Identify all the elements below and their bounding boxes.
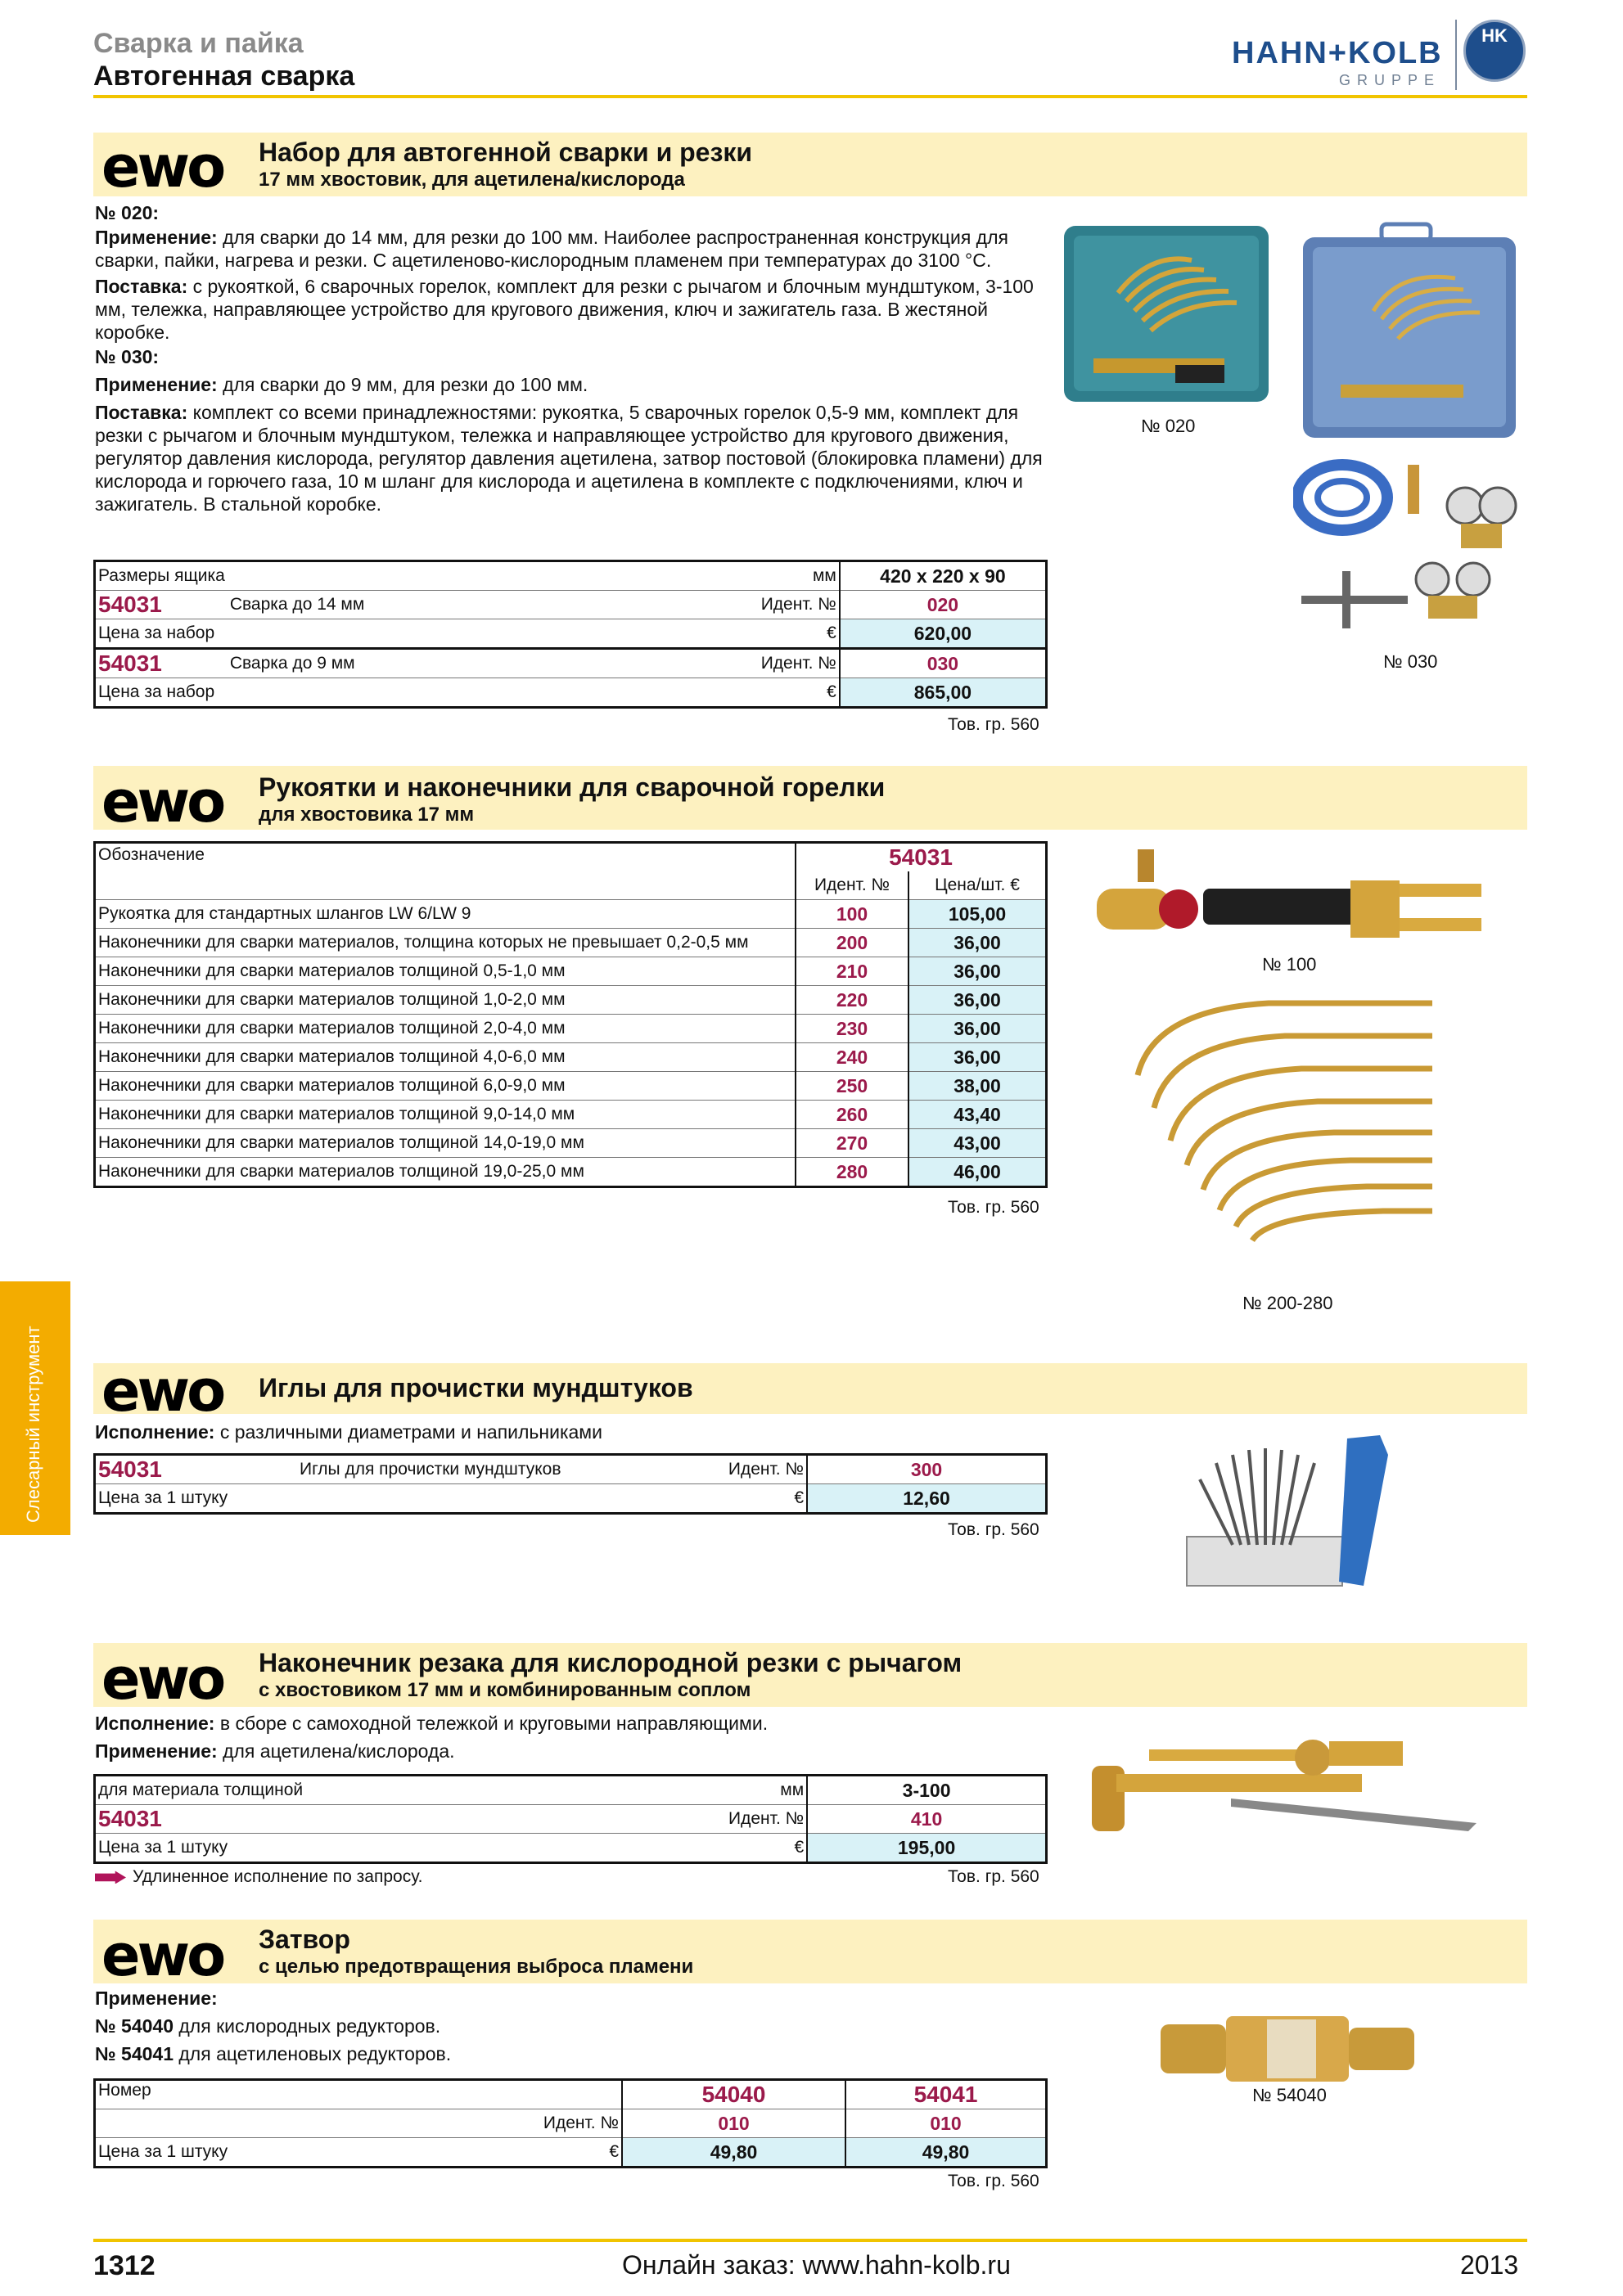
ewo-logo: ewo [101, 1645, 223, 1713]
price-cell: 36,00 [908, 929, 1047, 957]
section-title: Наконечник резака для кислородной резки с рычагом [259, 1648, 963, 1677]
logo-divider [1455, 20, 1457, 90]
section-banner [93, 1357, 1527, 1425]
ident-number: 250 [796, 1072, 908, 1101]
table-row [95, 1072, 1047, 1101]
section-description: № 020: Применение: для сварки до 14 мм, для резки до 100 мм. Наиболее распространенная конструкция для сварки, пайки, нагрева и резки. С ацетиленово-кислородным пламенем при температурах до 3100 °С. Поставка: с рукояткой, 6 сварочных горелок, комплект для резки с рычагом и блочным мундштуком, 3-100 мм, тележка, направляющее устройство для кругового движения, ключ и зажигатель газа. В жестяной коробке. № 030: Применение: для сварки до 9 мм, для резки до 100 мм. Поставка: комплект со всеми принадлежностями: рукоятка, 5 сварочных горелок 0,5-9 мм, комплект для резки с рычагом и блочным мундштуком, тележка и направляющее устройство для кругового движения, регулятор давления кислорода, регулятор давления ацетилена, затвор постовой (блокировка пламени) для кислорода и горючего газа, 10 м шланг для кислорода и ацетилена в комплекте с подключениями, ключ и зажигатель. В стальной коробке. [95, 202, 1043, 515]
row-description: Наконечники для сварки материалов толщиной 2,0-4,0 мм [95, 1015, 796, 1043]
logo-sub: GRUPPE [1339, 72, 1441, 88]
price-cell: 36,00 [908, 1043, 1047, 1072]
row-description: Наконечники для сварки материалов, толщина которых не превышает 0,2-0,5 мм [95, 929, 796, 957]
row-description: Наконечники для сварки материалов толщиной 14,0-19,0 мм [95, 1129, 796, 1158]
section-description: Исполнение: в сборе с самоходной тележкой и круговыми направляющими. Применение: для ацетилена/кислорода. [95, 1713, 769, 1762]
price-cell: 36,00 [908, 986, 1047, 1015]
section-banner [93, 133, 1527, 200]
section-subtitle: с целью предотвращения выброса пламени [259, 1956, 694, 1978]
section-title: Иглы для прочистки мундштуков [259, 1373, 693, 1402]
image-caption: № 100 [1262, 954, 1317, 975]
hahn-kolb-logo: HAHN+KOLB [1232, 36, 1443, 70]
row-description: Рукоятка для стандартных шлангов LW 6/LW 9 [95, 900, 796, 929]
hk-logo-icon: HK [1463, 20, 1526, 82]
product-group: Тов. гр. 560 [948, 715, 1039, 734]
page-number: 1312 [93, 2250, 156, 2281]
category-title: Сварка и пайка [93, 28, 304, 59]
tips-200-280-image [1121, 985, 1457, 1247]
note: Удлиненное исполнение по запросу. [95, 1867, 422, 1887]
price-table: Обозначение 54031 Идент. № Цена/шт. € Рукоятка для стандартных шлангов LW 6/LW 9 100 105,00 Наконечники для сварки материалов, толщина которых не превышает 0,2-0,5 мм 200 36,00 Наконечники для сварки материалов толщиной 0,5-1,0 мм 210 36,00 Наконечники для сварки материалов толщиной 1,0-2,0 мм 220 36,00 Наконечники для сварки материалов толщиной 2,0-4,0 мм 230 36,00 Наконечники для сварки материалов толщиной 4,0-6,0 мм 240 36,00 Наконечники для сварки материалов толщиной 6,0-9,0 мм 250 38,00 Наконечники для сварки материалов толщиной 9,0-14,0 мм 260 43,40 Наконечники для сварки материалов толщиной 14,0-19,0 мм 270 43,00 Наконечники для сварки материалов толщиной 19,0-25,0 мм 280 46,00 [93, 841, 1048, 1188]
online-order-link[interactable]: Онлайн заказ: www.hahn-kolb.ru [622, 2250, 1011, 2280]
catalog-year: 2013 [1460, 2250, 1519, 2280]
toolbox-020-image [1061, 219, 1274, 407]
table-row [95, 1158, 1047, 1187]
row-description: Наконечники для сварки материалов толщиной 9,0-14,0 мм [95, 1101, 796, 1129]
article-number: 54031 [95, 591, 228, 619]
side-tab[interactable]: Слесарный инструмент [0, 1281, 70, 1535]
price-cell: 105,00 [908, 900, 1047, 929]
ident-number: 020 [840, 591, 1047, 619]
price-cell: 12,60 [807, 1484, 1047, 1514]
section-subtitle: для хвостовика 17 мм [259, 804, 475, 826]
ident-number: 260 [796, 1101, 908, 1129]
price-cell: 36,00 [908, 957, 1047, 986]
price-table: Размеры ящика мм 420 x 220 x 90 54031 Сварка до 14 мм Идент. № 020 Цена за набор € 620,00 54031 Сварка до 9 мм Идент. № 030 Цена за набор € 865,00 [93, 560, 1048, 709]
section-banner [93, 1920, 1527, 1989]
article-number: 54040 [622, 2080, 845, 2109]
product-group: Тов. гр. 560 [948, 1520, 1039, 1539]
section-description: Исполнение: с различными диаметрами и напильниками [95, 1421, 602, 1443]
ident-number: 210 [796, 957, 908, 986]
section-banner [93, 1643, 1527, 1713]
product-group: Тов. гр. 560 [948, 1198, 1039, 1217]
price-cell: 38,00 [908, 1072, 1047, 1101]
product-group: Тов. гр. 560 [948, 1867, 1039, 1886]
toolbox-030-image [1300, 221, 1521, 442]
table-row [95, 957, 1047, 986]
article-number: 54031 [796, 843, 1047, 872]
price-cell: 36,00 [908, 1015, 1047, 1043]
price-cell: 620,00 [840, 619, 1047, 649]
section-title: Затвор [259, 1925, 350, 1954]
flashback-arrestor-image [1152, 2008, 1431, 2090]
ident-number: 010 [622, 2109, 845, 2138]
table-row [95, 1015, 1047, 1043]
ewo-logo: ewo [101, 768, 223, 835]
ident-number: 200 [796, 929, 908, 957]
price-cell: 43,00 [908, 1129, 1047, 1158]
article-number: 54041 [845, 2080, 1047, 2109]
table-row [95, 1043, 1047, 1072]
price-cell: 43,40 [908, 1101, 1047, 1129]
table-row [95, 929, 1047, 957]
ident-number: 010 [845, 2109, 1047, 2138]
price-cell: 865,00 [840, 678, 1047, 708]
table-row [95, 900, 1047, 929]
row-description: Наконечники для сварки материалов толщиной 19,0-25,0 мм [95, 1158, 796, 1187]
ewo-logo: ewo [101, 1922, 223, 1989]
ident-number: 270 [796, 1129, 908, 1158]
section-banner [93, 766, 1527, 835]
row-description: Наконечники для сварки материалов толщиной 1,0-2,0 мм [95, 986, 796, 1015]
set-030-image [1293, 457, 1531, 645]
ident-number: 240 [796, 1043, 908, 1072]
article-number: 54031 [98, 651, 162, 676]
row-description: Наконечники для сварки материалов толщиной 0,5-1,0 мм [95, 957, 796, 986]
image-caption: № 54040 [1252, 2085, 1327, 2105]
image-caption: № 200-280 [1242, 1293, 1333, 1313]
price-table: 54031 Иглы для прочистки мундштуков Идент. № 300 Цена за 1 штуку € 12,60 [93, 1453, 1048, 1515]
ident-number: 030 [840, 649, 1047, 678]
table-row [95, 986, 1047, 1015]
cutting-torch-410-image [1084, 1717, 1493, 1848]
row-description: Наконечники для сварки материалов толщиной 4,0-6,0 мм [95, 1043, 796, 1072]
cleaning-needles-image [1183, 1430, 1404, 1594]
arrow-icon [95, 1871, 126, 1884]
ident-number: 280 [796, 1158, 908, 1187]
footer-rule [93, 2239, 1527, 2242]
product-group: Тов. гр. 560 [948, 2172, 1039, 2190]
price-cell: 49,80 [845, 2138, 1047, 2168]
price-cell: 49,80 [622, 2138, 845, 2168]
price-cell: 46,00 [908, 1158, 1047, 1187]
price-table: для материала толщиной мм 3-100 54031 Идент. № 410 Цена за 1 штуку € 195,00 [93, 1774, 1048, 1864]
table-row [95, 1101, 1047, 1129]
handle-100-image [1089, 848, 1490, 954]
row-description: Наконечники для сварки материалов толщиной 6,0-9,0 мм [95, 1072, 796, 1101]
ident-number: 410 [807, 1805, 1046, 1834]
section-title: Рукоятки и наконечники для сварочной горелки [259, 772, 886, 802]
ident-number: 220 [796, 986, 908, 1015]
ewo-logo: ewo [101, 1357, 223, 1425]
article-number: 54031 [98, 1456, 162, 1482]
image-caption: № 030 [1383, 651, 1438, 672]
ident-number: 300 [807, 1455, 1047, 1484]
price-cell: 195,00 [807, 1834, 1046, 1863]
table-row [95, 1129, 1047, 1158]
ewo-logo: ewo [101, 133, 223, 200]
section-title: Набор для автогенной сварки и резки [259, 137, 753, 167]
ident-number: 100 [796, 900, 908, 929]
image-caption: № 020 [1141, 416, 1196, 436]
section-description: Применение: № 54040 для кислородных редукторов. № 54041 для ацетиленовых редукторов. [95, 1988, 452, 2064]
subcategory-title: Автогенная сварка [93, 61, 355, 92]
ident-number: 230 [796, 1015, 908, 1043]
header-rule [93, 95, 1527, 98]
section-subtitle: 17 мм хвостовик, для ацетилена/кислорода [259, 169, 685, 191]
price-table: Номер 54040 54041 Идент. № 010 010 Цена за 1 штуку € 49,80 49,80 [93, 2078, 1048, 2168]
section-subtitle: с хвостовиком 17 мм и комбинированным соплом [259, 1679, 751, 1701]
article-number: 54031 [95, 1805, 306, 1834]
